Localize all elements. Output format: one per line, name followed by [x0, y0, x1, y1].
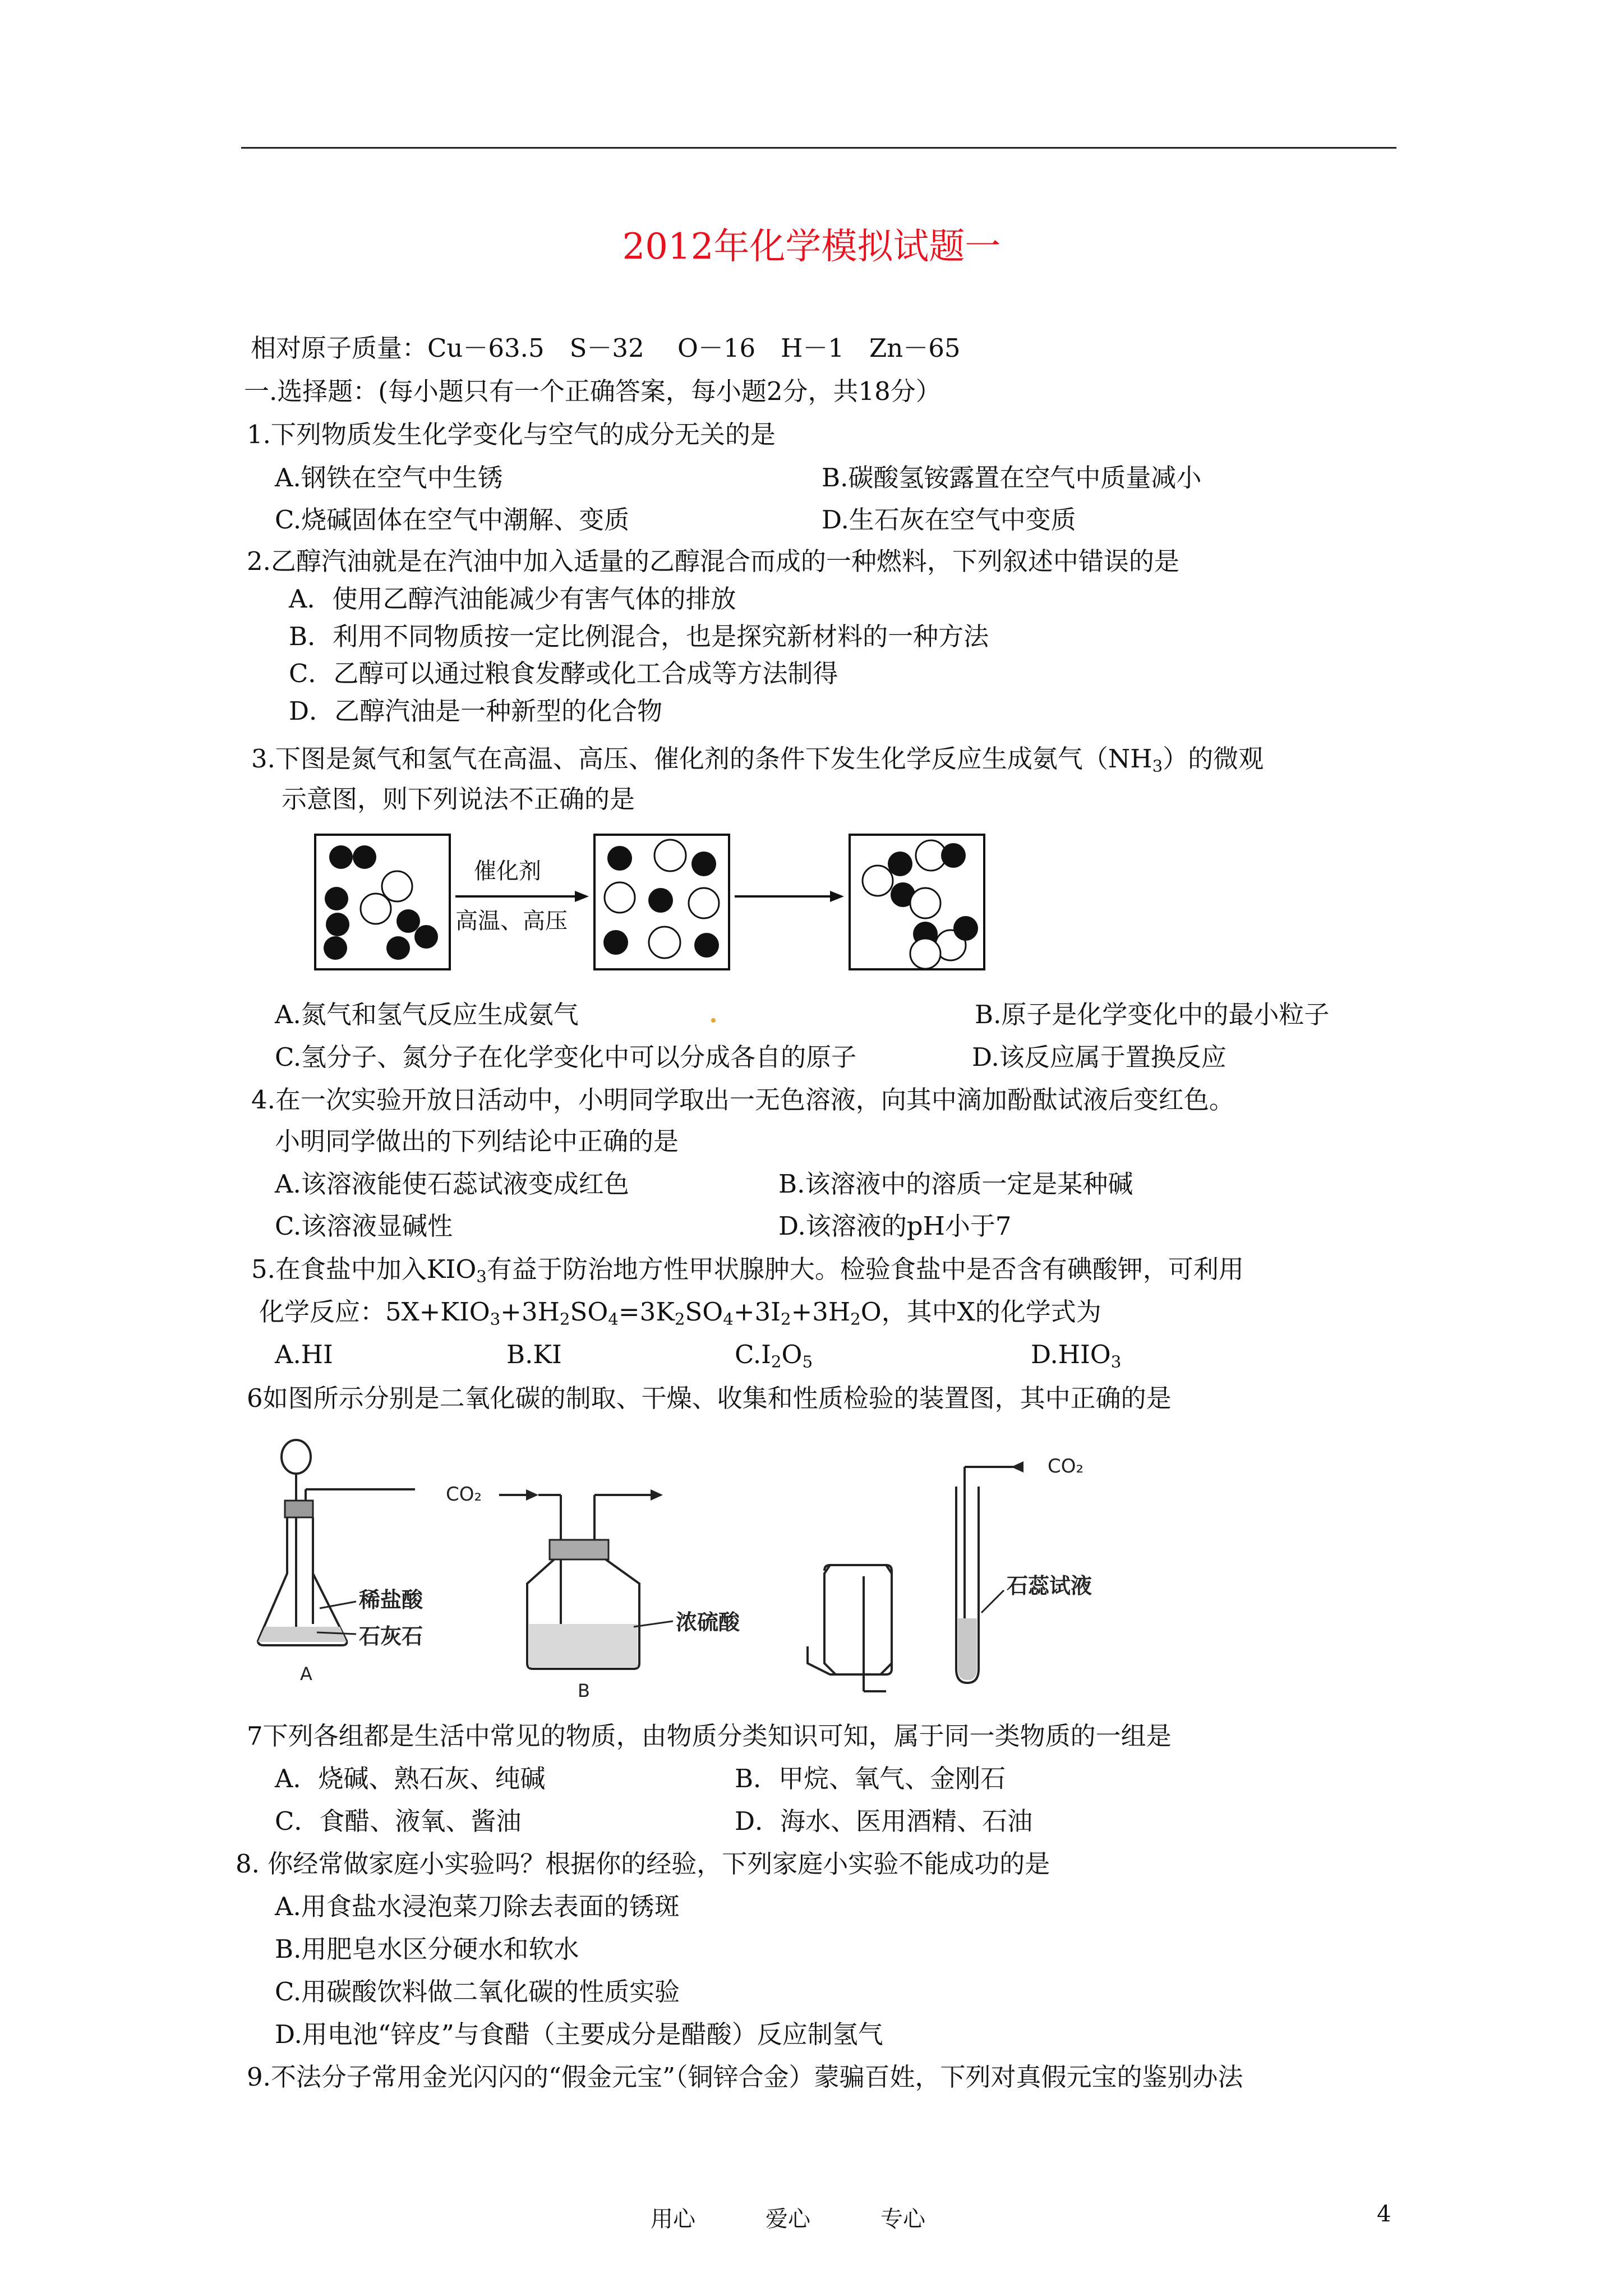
question-9-stem: 9.不法分子常用金光闪闪的“假金元宝”（铜锌合金）蒙骗百姓，下列对真假元宝的鉴别办法	[247, 2062, 1243, 2092]
label-dilute-hcl: 稀盐酸	[359, 1588, 423, 1612]
q1-option-c: C.烧碱固体在空气中潮解、变质	[275, 505, 630, 535]
atomic-mass-line: 相对原子质量：Cu－63.5 S－32 O－16 H－1 Zn－65	[251, 333, 961, 363]
q2-option-d: D．乙醇汽油是一种新型的化合物	[289, 696, 663, 726]
q8-option-c: C.用碳酸饮料做二氧化碳的性质实验	[275, 1977, 680, 2007]
question-3-stem-line1: 3.下图是氮气和氢气在高温、高压、催化剂的条件下发生化学反应生成氨气$(NH_3)$的微观	[251, 744, 1264, 776]
question-7-stem: 7下列各组都是生活中常见的物质，由物质分类知识可知，属于同一类物质的一组是	[247, 1721, 1172, 1751]
footer-motto-3: 专心	[880, 2206, 925, 2232]
page-number: 4	[1377, 2201, 1391, 2227]
question-6-stem: 6如图所示分别是二氧化碳的制取、干燥、收集和性质检验的装置图，其中正确的是	[247, 1383, 1172, 1413]
q3-option-b: B.原子是化学变化中的最小粒子	[975, 1000, 1330, 1029]
q3-option-a: A.氮气和氢气反应生成氨气	[275, 1000, 579, 1029]
q7-option-c: C．食醋、液氧、酱油	[275, 1806, 522, 1836]
reaction-micro-diagram	[308, 830, 1352, 976]
q2-option-b: B．利用不同物质按一定比例混合，也是探究新材料的一种方法	[289, 622, 989, 651]
footer-motto-2: 爱心	[766, 2206, 810, 2232]
condition-label: 高温、高压	[455, 908, 568, 934]
question-5-stem-line1: 5.在食盐中加入$KIO_3$有益于防治地方性甲状腺肿大。检验食盐中是否含有碘酸钾，可利用	[251, 1254, 1244, 1286]
q7-option-d: D．海水、医用酒精、石油	[735, 1806, 1033, 1836]
q1-option-d: D.生石灰在空气中变质	[822, 505, 1076, 535]
q3-option-c: C.氢分子、氮分子在化学变化中可以分成各自的原子	[275, 1042, 857, 1072]
q5-option-b: B.KI	[506, 1340, 562, 1369]
question-4-stem-line2: 小明同学做出的下列结论中正确的是	[275, 1126, 679, 1156]
stray-mark	[711, 1018, 716, 1023]
question-2-stem: 2.乙醇汽油就是在汽油中加入适量的乙醇混合而成的一种燃料，下列叙述中错误的是	[247, 546, 1179, 576]
label-b: B	[578, 1680, 590, 1697]
q4-option-b: B.该溶液中的溶质一定是某种碱	[778, 1169, 1133, 1199]
co2-label-d: CO₂	[1048, 1455, 1084, 1478]
q8-option-d: D.用电池“锌皮”与食醋（主要成分是醋酸）反应制氢气	[275, 2019, 883, 2049]
q4-option-d: D.该溶液的pH小于7	[778, 1211, 1012, 1241]
q2-option-a: A．使用乙醇汽油能减少有害气体的排放	[289, 584, 736, 614]
q7-option-b: B．甲烷、氧气、金刚石	[735, 1764, 1006, 1793]
q3-option-d: D.该反应属于置换反应	[972, 1042, 1227, 1072]
section-heading: 一.选择题：(每小题只有一个正确答案，每小题2分，共18分）	[244, 376, 941, 406]
apparatus-d	[956, 1455, 1092, 1697]
footer-motto-1: 用心	[651, 2206, 695, 2232]
apparatus-a	[258, 1440, 423, 1685]
question-3-stem-line2: 示意图，则下列说法不正确的是	[282, 784, 635, 814]
label-a: A	[300, 1663, 312, 1685]
apparatus-c	[808, 1565, 892, 1697]
q4-option-a: A.该溶液能使石蕊试液变成红色	[275, 1169, 629, 1199]
q7-option-a: A．烧碱、熟石灰、纯碱	[275, 1764, 546, 1793]
page-title: 2012年化学模拟试题一	[622, 226, 1001, 268]
q4-option-c: C.该溶液显碱性	[275, 1211, 453, 1241]
question-1-stem: 1.下列物质发生化学变化与空气的成分无关的是	[247, 420, 776, 449]
label-limestone: 石灰石	[359, 1624, 423, 1649]
catalyst-label: 催化剂	[474, 858, 541, 884]
label-litmus: 石蕊试液	[1007, 1573, 1092, 1598]
q5-option-d: $D.HIO_3$	[1031, 1340, 1122, 1372]
q2-option-c: C．乙醇可以通过粮食发酵或化工合成等方法制得	[289, 659, 838, 688]
label-conc-h2so4: 浓硫酸	[676, 1610, 740, 1635]
q1-option-b: B.碳酸氢铵露置在空气中质量减小	[822, 463, 1202, 493]
q5-option-a: A.HI	[275, 1340, 333, 1369]
co2-label-b: CO₂	[446, 1483, 482, 1506]
question-8-stem: 8. 你经常做家庭小实验吗？根据你的经验，下列家庭小实验不能成功的是	[236, 1849, 1050, 1879]
q8-option-a: A.用食盐水浸泡菜刀除去表面的锈斑	[275, 1892, 680, 1921]
question-5-stem-line2: 化学反应：$5X+KIO_3+3H_2SO_4=3K_2SO_4+3I_2+3H_2O$，其中X的化学式为	[259, 1297, 1101, 1329]
co2-apparatus-diagram	[247, 1433, 1200, 1697]
header-rule	[241, 147, 1396, 149]
apparatus-b	[446, 1483, 740, 1697]
question-4-stem-line1: 4.在一次实验开放日活动中，小明同学取出一无色溶液，向其中滴加酚酞试液后变红色。	[251, 1085, 1234, 1115]
q5-option-c: $C.I_2O_5$	[735, 1340, 813, 1372]
q8-option-b: B.用肥皂水区分硬水和软水	[275, 1934, 579, 1964]
q1-option-a: A.钢铁在空气中生锈	[275, 463, 503, 493]
